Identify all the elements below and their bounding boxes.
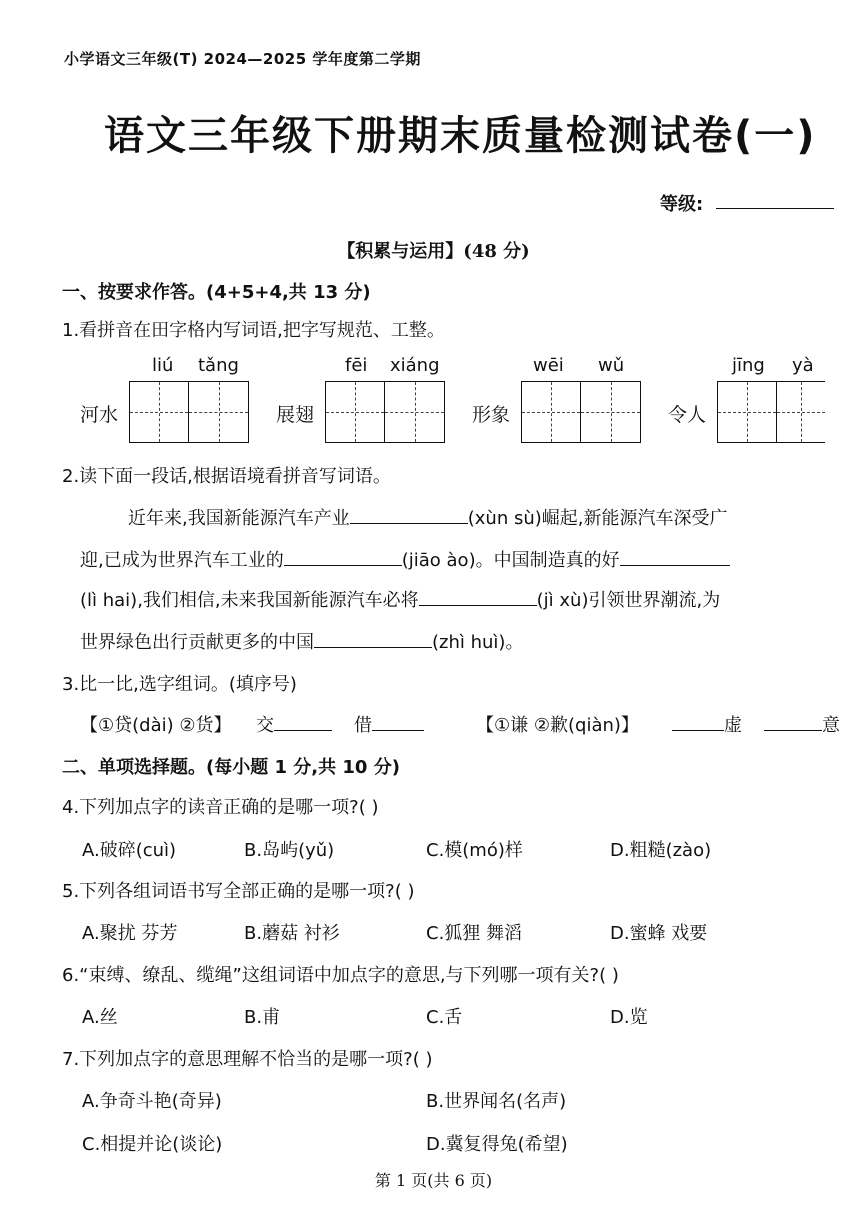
q2-text: (lì hai),我们相信,未来我国新能源汽车必将	[80, 590, 419, 611]
q3-word	[256, 711, 332, 737]
q1-prefix: 展翅	[276, 404, 315, 426]
q1-prefix: 令人	[668, 404, 707, 426]
answer-blank[interactable]	[350, 523, 468, 524]
q1-pinyin: fēi	[345, 355, 368, 376]
tianzige-grid[interactable]	[521, 381, 641, 443]
q1-pinyin: xiáng	[390, 355, 440, 376]
exam-meta: 小学语文三年级(T) 2024—2025 学年度第二学期	[64, 50, 421, 68]
q4-option-c[interactable]: C.模(mó)样	[426, 840, 523, 861]
q6-stem: 6.“束缚、缭乱、缆绳”这组词语中加点字的意思,与下列哪一项有关?( )	[62, 965, 619, 986]
q1-pinyin: wǔ	[598, 355, 625, 376]
q7-option-d[interactable]: D.冀复得兔(希望)	[426, 1134, 568, 1155]
q3-char: 虚	[724, 715, 742, 736]
q3-word	[764, 711, 840, 737]
q7-stem: 7.下列加点字的意思理解不恰当的是哪一项?( )	[62, 1049, 433, 1070]
q1-pinyin: yà	[792, 355, 814, 376]
q4-option-b[interactable]: B.岛屿(yǔ)	[244, 840, 335, 861]
q5-option-d[interactable]: D.蜜蜂 戏要	[610, 923, 708, 944]
q2-text: 世界绿色出行贡献更多的中国	[80, 632, 314, 653]
q4-stem: 4.下列加点字的读音正确的是哪一项?( )	[62, 797, 379, 818]
q7-option-c[interactable]: C.相提并论(谈论)	[82, 1134, 223, 1155]
q7-option-a[interactable]: A.争奇斗艳(奇异)	[82, 1091, 222, 1112]
answer-blank[interactable]	[764, 730, 822, 731]
part1-heading: 一、按要求作答。(4+5+4,共 13 分)	[62, 282, 371, 303]
q3-char: 借	[354, 715, 372, 736]
page-title: 语文三年级下册期末质量检测试卷(一)	[104, 113, 817, 159]
q7-option-b[interactable]: B.世界闻名(名声)	[426, 1091, 567, 1112]
q6-option-b[interactable]: B.甫	[244, 1007, 281, 1028]
q1-stem: 1.看拼音在田字格内写词语,把字写规范、工整。	[62, 320, 445, 341]
q2-text: 迎,已成为世界汽车工业的	[80, 550, 284, 571]
section-heading: 【积累与运用】(48 分)	[337, 241, 530, 262]
q1-prefix: 形象	[472, 404, 511, 426]
q1-pinyin: jīng	[732, 355, 765, 376]
q2-text: (jiāo ào)。中国制造真的好	[401, 550, 620, 571]
q3-group2: 【①谦 ②歉(qiàn)】	[476, 715, 639, 736]
q6-option-d[interactable]: D.览	[610, 1007, 648, 1028]
page-number: 第 1 页(共 6 页)	[374, 1171, 493, 1190]
q2-text: (xùn sù)崛起,新能源汽车深受广	[467, 508, 728, 529]
q2-text: 近年来,我国新能源汽车产业	[128, 508, 350, 529]
answer-blank[interactable]	[274, 730, 332, 731]
q6-option-a[interactable]: A.丝	[82, 1007, 118, 1028]
part2-heading: 二、单项选择题。(每小题 1 分,共 10 分)	[62, 757, 400, 778]
q5-option-b[interactable]: B.蘑菇 衬衫	[244, 923, 340, 944]
q2-line	[128, 504, 727, 530]
answer-blank[interactable]	[672, 730, 724, 731]
answer-blank[interactable]	[284, 565, 402, 566]
q2-line	[80, 546, 730, 572]
tianzige-grid[interactable]	[129, 381, 249, 443]
q3-char: 交	[256, 715, 274, 736]
q4-option-a[interactable]: A.破碎(cuì)	[82, 840, 177, 861]
q4-option-d[interactable]: D.粗糙(zào)	[610, 840, 712, 861]
answer-blank[interactable]	[419, 605, 537, 606]
q1-pinyin: tǎng	[198, 355, 239, 376]
q2-text: (zhì huì)。	[432, 632, 524, 653]
q5-stem: 5.下列各组词语书写全部正确的是哪一项?( )	[62, 881, 415, 902]
tianzige-grid[interactable]	[325, 381, 445, 443]
tianzige-grid[interactable]	[717, 381, 825, 443]
q5-option-c[interactable]: C.狐狸 舞滔	[426, 923, 523, 944]
grade-label: 等级:	[660, 194, 704, 215]
q3-char: 意	[822, 715, 840, 736]
answer-blank[interactable]	[314, 647, 432, 648]
q1-pinyin: liú	[152, 355, 174, 376]
q2-text: (jì xù)引领世界潮流,为	[536, 590, 721, 611]
q6-option-c[interactable]: C.舌	[426, 1007, 463, 1028]
q2-line	[80, 628, 523, 654]
q3-group1: 【①贷(dài) ②货】	[80, 715, 232, 736]
q2-stem: 2.读下面一段话,根据语境看拼音写词语。	[62, 466, 391, 487]
q1-pinyin: wēi	[533, 355, 564, 376]
q3-stem: 3.比一比,选字组词。(填序号)	[62, 674, 297, 695]
answer-blank[interactable]	[620, 565, 730, 566]
q3-word	[354, 711, 424, 737]
q3-word	[672, 711, 742, 737]
answer-blank[interactable]	[372, 730, 424, 731]
q2-line	[80, 586, 720, 612]
grade-input-line[interactable]	[716, 208, 834, 209]
q1-prefix: 河水	[80, 404, 119, 426]
q5-option-a[interactable]: A.聚扰 芬芳	[82, 923, 178, 944]
